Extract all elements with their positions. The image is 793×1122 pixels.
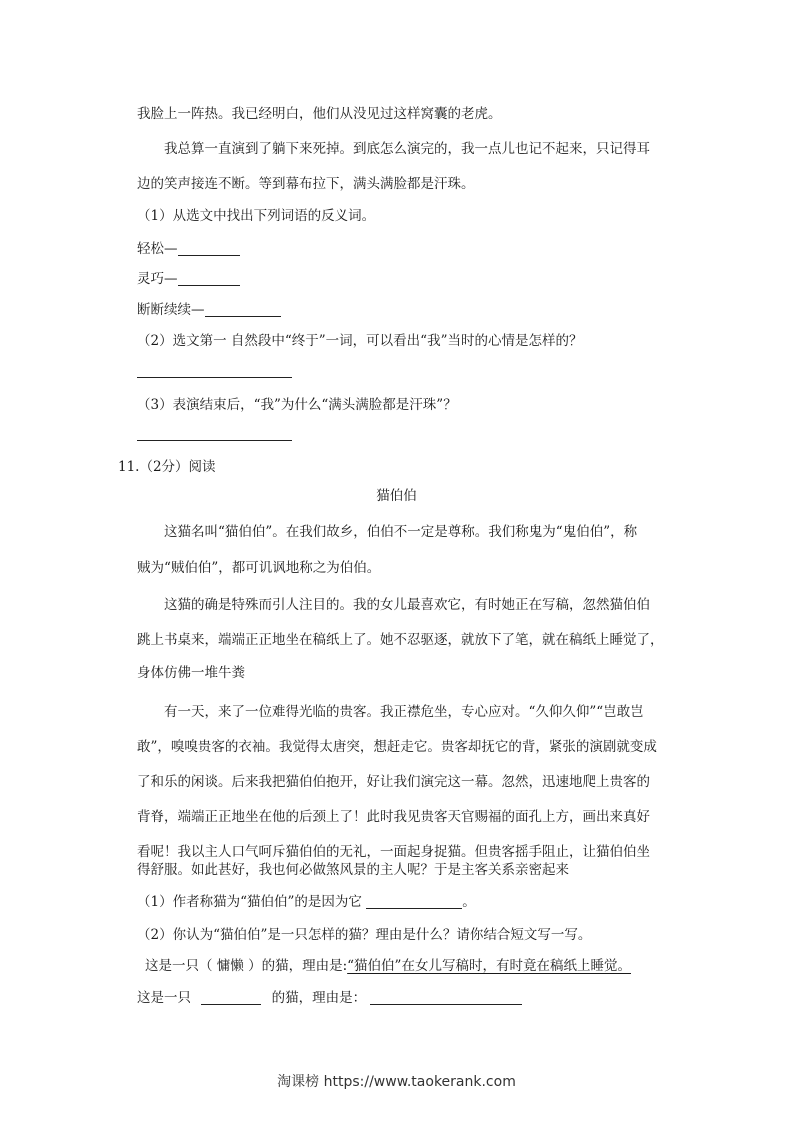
passage-line: 背脊，端端正正地坐在他的后颈上了！此时我见贵客天官赐福的面孔上方，画出来真好 (137, 809, 650, 825)
passage-line: 跳上书桌来，端端正正地坐在稿纸上了。她不忍驱逐，就放下了笔，就在稿纸上睡觉了， (137, 632, 664, 648)
footer-watermark: 淘课榜 https://www.taokerank.com (277, 1074, 516, 1090)
antonym-item (137, 240, 240, 258)
passage-line: 我总算一直演到了躺下来死掉。到底怎么演完的，我一点儿也记不起来，只记得耳 (164, 141, 650, 157)
passage-line: 有一天，来了一位难得光临的贵客。我正襟危坐，专心应对。“久仰久仰”“岂敢岂 (164, 704, 644, 720)
passage-line: 我脸上一阵热。我已经明白，他们从没见过这样窝囊的老虎。 (137, 106, 502, 122)
passage-line: 这猫名叫“猫伯伯”。在我们故乡，伯伯不一定是尊称。我们称鬼为“鬼伯伯”，称 (164, 524, 638, 540)
antonym-word: 断断续续— (137, 302, 205, 318)
antonym-item (137, 270, 240, 288)
antonym-word: 轻松— (137, 241, 178, 257)
answer-blank[interactable] (370, 990, 522, 1005)
example-reason: “猫伯伯”在女儿写稿时，有时竟在稿纸上睡觉。 (347, 958, 631, 974)
antonym-item (137, 301, 281, 319)
answer-blank[interactable] (178, 241, 240, 256)
sub-question-2: （2）你认为“猫伯伯”是一只怎样的猫？理由是什么？请你结合短文写一写。 (137, 927, 592, 943)
answer-line[interactable] (137, 377, 292, 378)
answer-blank[interactable] (205, 302, 281, 317)
passage-title: 猫伯伯 (376, 488, 417, 504)
passage-line: 这猫的确是特殊而引人注目的。我的女儿最喜欢它，有时她正在写稿，忽然猫伯伯 (164, 597, 650, 613)
antonym-word: 灵巧— (137, 271, 178, 287)
answer-blank[interactable] (201, 990, 261, 1005)
passage-line: 得舒服。如此甚好，我也何必做煞风景的主人呢？于是主客关系亲密起来 (137, 862, 569, 878)
question-heading: 11.（2分）阅读 (118, 459, 216, 475)
sub-question-1: （1）从选文中找出下列词语的反义词。 (137, 208, 376, 224)
answer-line[interactable] (137, 440, 292, 441)
passage-line: 看呢！我以主人口气呵斥猫伯伯的无礼，一面起身捉猫。但贵客摇手阻止，让猫伯伯坐 (137, 844, 650, 860)
passage-line: 贼为“贼伯伯”，都可讥讽地称之为伯伯。 (137, 560, 381, 576)
passage-line: 敢”，嗅嗅贵客的衣袖。我觉得太唐突，想赶走它。贵客却抚它的背，紧张的演剧就变成 (137, 739, 657, 755)
example-word: 慵懒 (216, 958, 244, 974)
passage-line: 身体仿佛一堆牛粪 (137, 665, 245, 681)
student-answer: 这是一只 的猫，理由是： (137, 989, 522, 1007)
sub-question-2: （2）选文第一 自然段中“终于”一词，可以看出“我”当时的心情是怎样的？ (137, 333, 583, 349)
passage-line: 边的笑声接连不断。等到幕布拉下，满头满脸都是汗珠。 (137, 176, 475, 192)
passage-line: 了和乐的闲谈。后来我把猫伯伯抱开，好让我们演完这一幕。忽然，迅速地爬上贵客的 (137, 774, 650, 790)
sub-question-1: （1）作者称猫为“猫伯伯”的是因为它 。 (137, 894, 476, 910)
example-answer: 这是一只（ 慵懒 ）的猫，理由是:“猫伯伯”在女儿写稿时，有时竟在稿纸上睡觉。 (145, 958, 631, 974)
sub-question-3: （3）表演结束后，“我”为什么“满头满脸都是汗珠”？ (137, 397, 457, 413)
answer-blank[interactable] (366, 894, 462, 909)
answer-blank[interactable] (178, 271, 240, 286)
